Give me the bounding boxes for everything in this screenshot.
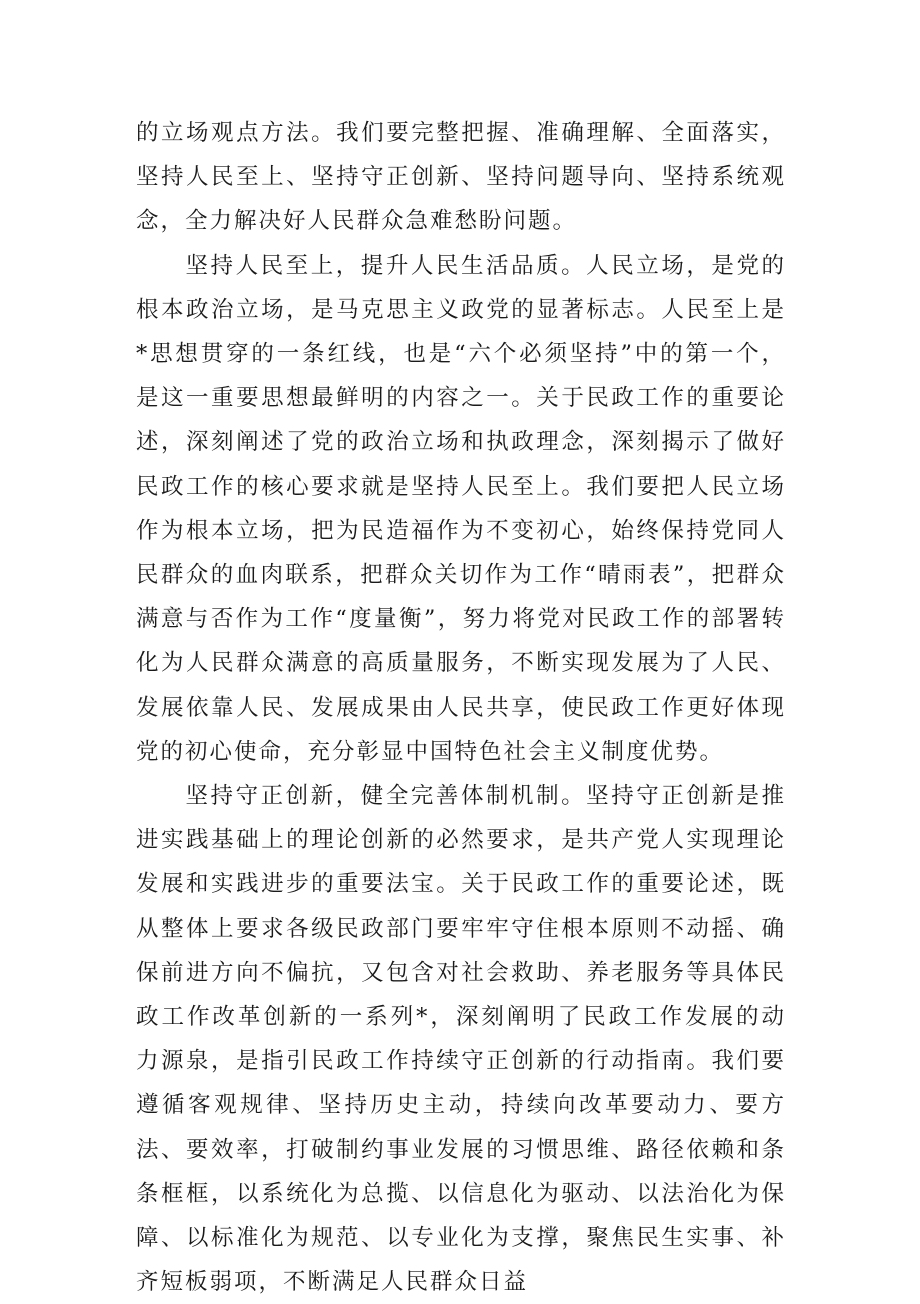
paragraph-3: 坚持守正创新，健全完善体制机制。坚持守正创新是推进实践基础上的理论创新的必然要求，是共产党人实现理论发展和实践进步的重要法宝。关于民政工作的重要论述，既从整体上要求各级民政部门要牢牢守住根本原则不动摇、确保前进方向不偏抗，又包含对社会救助、养老服务等具体民政工作改革创新的一系列*，深刻阐明了民政工作发展的动力源泉，是指引民政工作持续守正创新的行动指南。我们要遵循客观规律、坚持历史主动，持续向改革要动力、要方法、要效率，打破制约事业发展的习惯思维、路径依赖和条条框框，以系统化为总揽、以信息化为驱动、以法治化为保障、以标准化为规范、以专业化为支撑，聚焦民生实事、补齐短板弱项，不断满足人民群众日益 (136, 783, 786, 1296)
document-body (136, 111, 786, 1304)
paragraph-1: 的立场观点方法。我们要完整把握、准确理解、全面落实，坚持人民至上、坚持守正创新、坚持问题导向、坚持系统观念，全力解决好人民群众急难愁盼问题。 (136, 120, 786, 235)
paragraph-2: 坚持人民至上，提升人民生活品质。人民立场，是党的根本政治立场，是马克思主义政党的显著标志。人民至上是*思想贯穿的一条红线，也是“六个必须坚持”中的第一个，是这一重要思想最鲜明的内容之一。关于民政工作的重要论述，深刻阐述了党的政治立场和执政理念，深刻揭示了做好民政工作的核心要求就是坚持人民至上。我们要把人民立场作为根本立场，把为民造福作为不变初心，始终保持党同人民群众的血肉联系，把群众关切作为工作“晴雨表”，把群众满意与否作为工作“度量衡”，努力将党对民政工作的部署转化为人民群众满意的高质量服务，不断实现发展为了人民、发展依靠人民、发展成果由人民共享，使民政工作更好体现党的初心使命，充分彰显中国特色社会主义制度优势。 (136, 252, 786, 765)
